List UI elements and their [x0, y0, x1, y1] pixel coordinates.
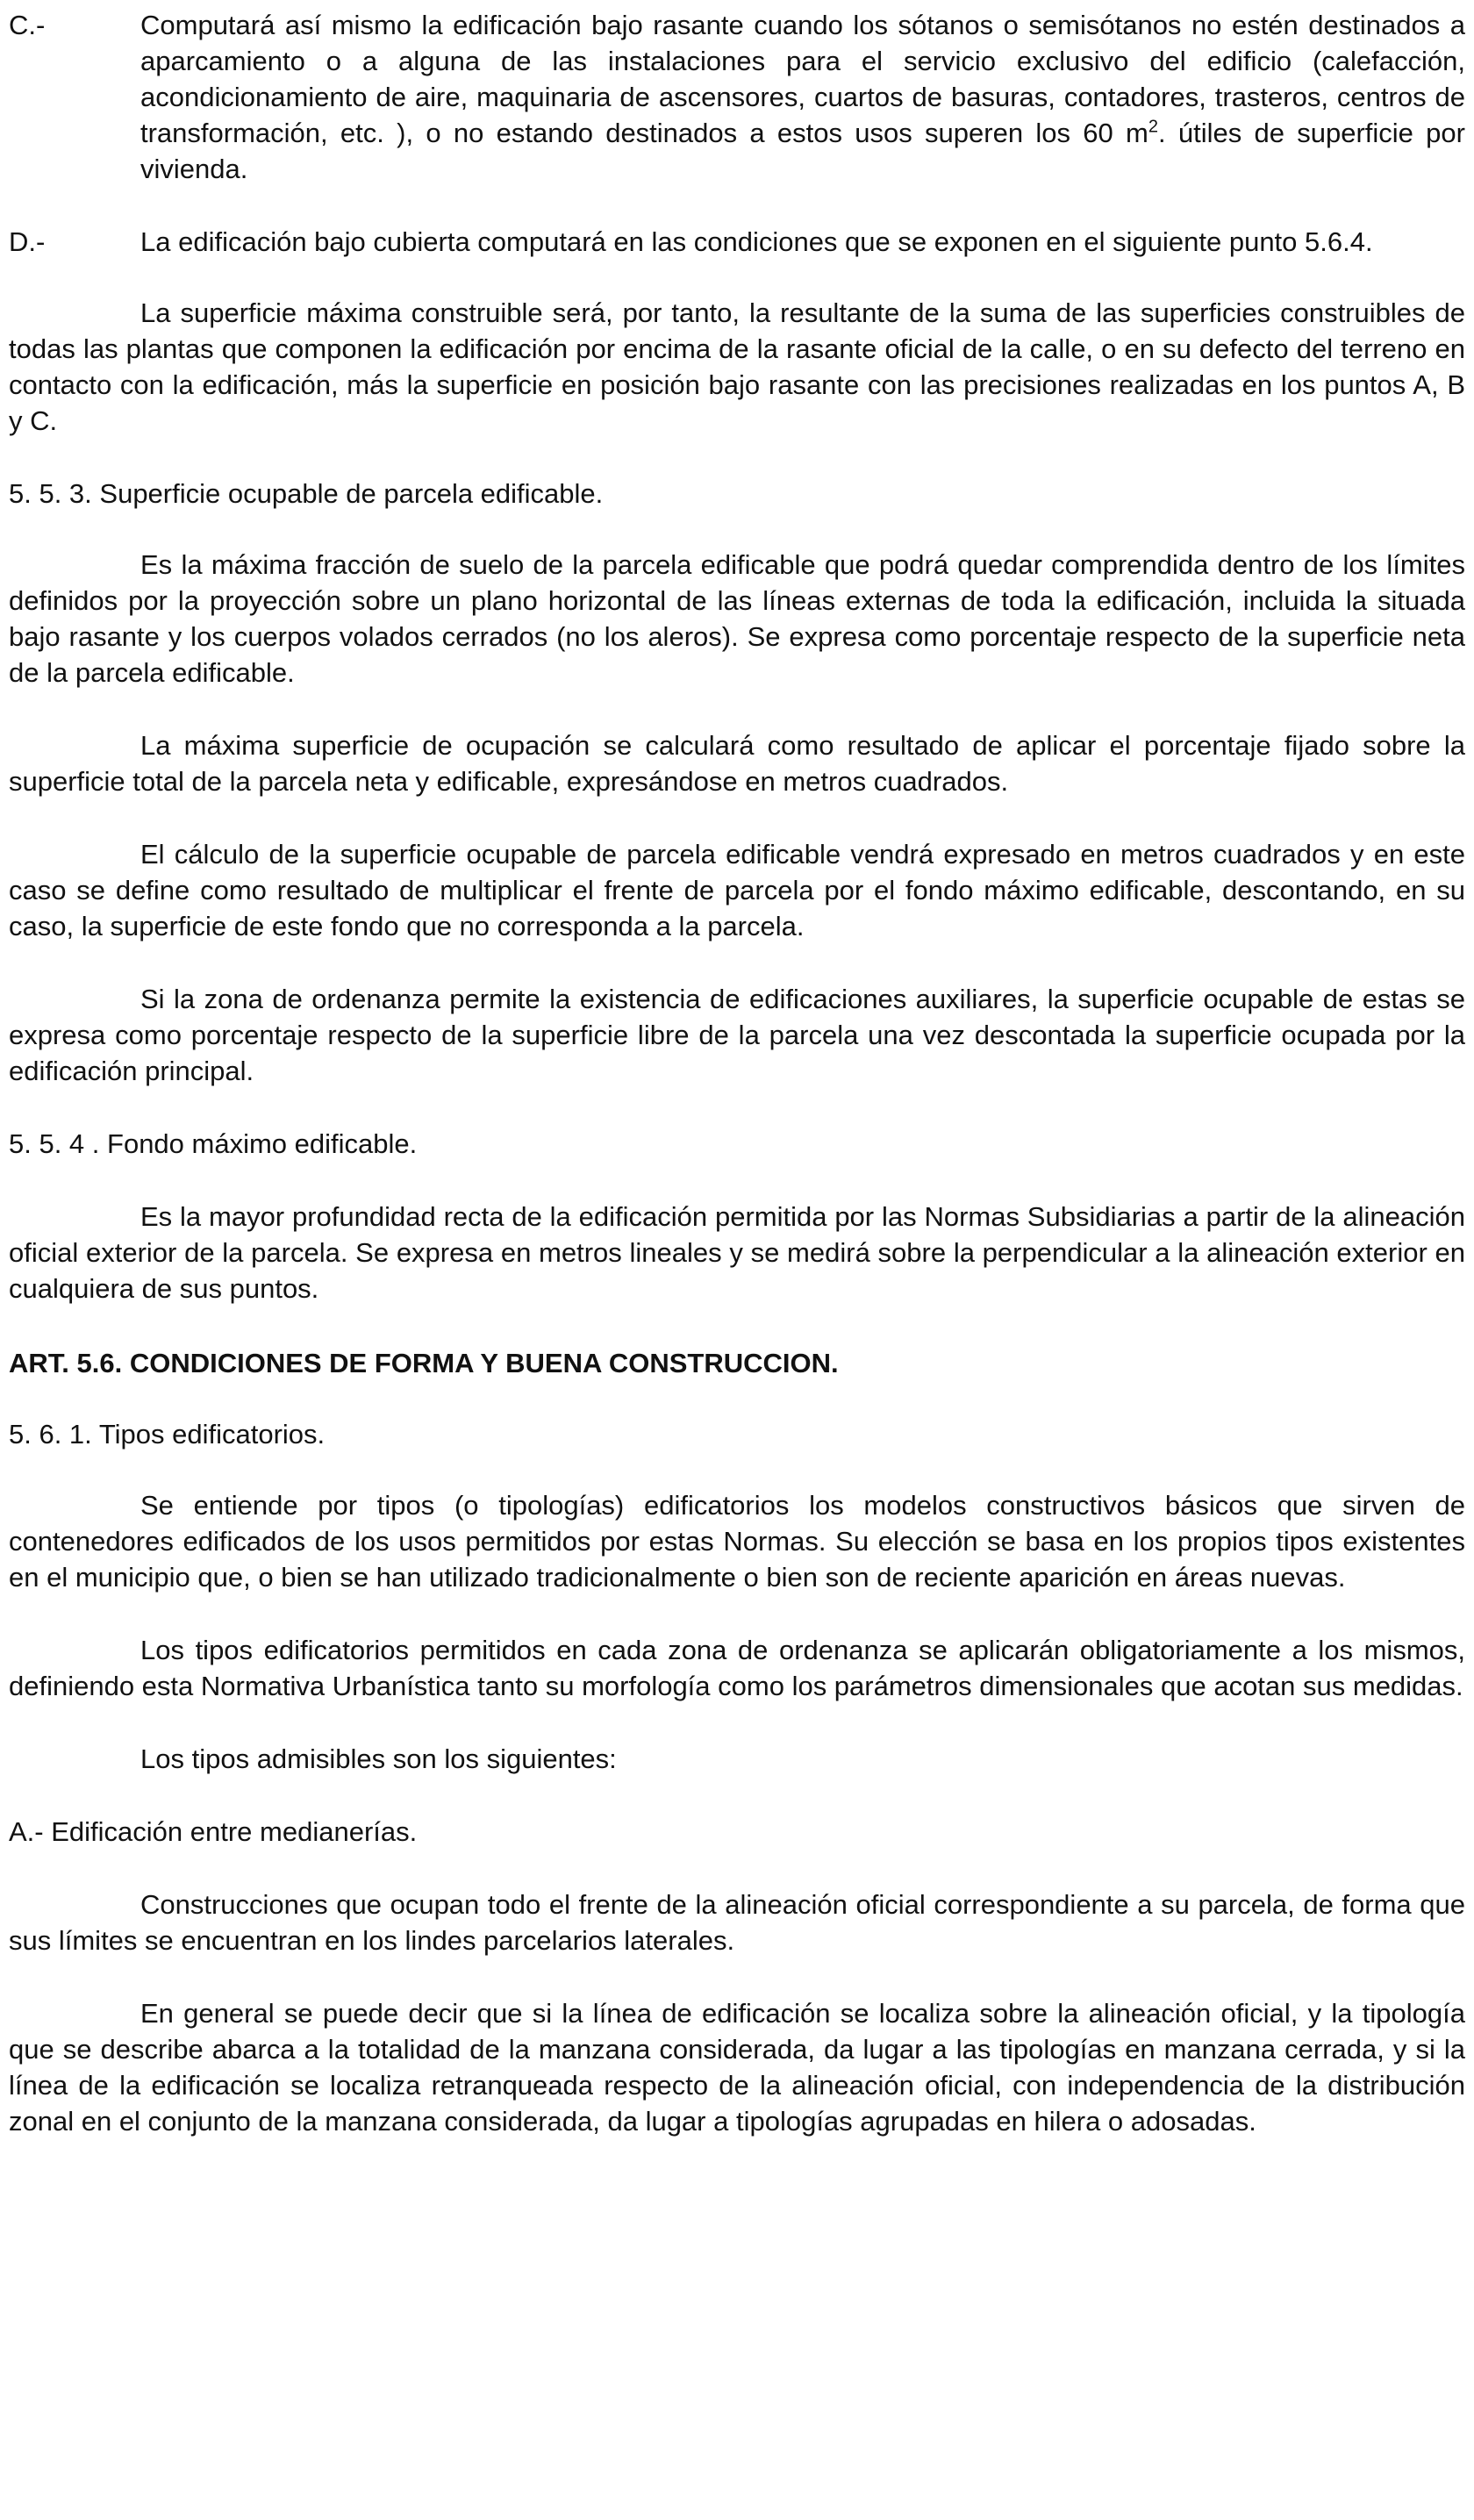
paragraph: Es la mayor profundidad recta de la edificación permitida por las Normas Subsidiarias a partir de la alineación oficial exterior de la parcela. Se expresa en metros lineales y se medirá sobre la perpendicular a la alineación exterior en cualquiera de sus puntos. — [9, 1201, 1465, 1304]
paragraph: El cálculo de la superficie ocupable de parcela edificable vendrá expresado en metros cuadrados y en este caso se define como resultado de multiplicar el frente de parcela por el fondo máximo edificable, descontando, en su caso, la superficie de este fondo que no corresponda a la parcela. — [9, 839, 1465, 941]
item-c-text-end: . útiles de superficie por vivienda. — [140, 118, 1465, 184]
paragraph: Los tipos edificatorios permitidos en cada zona de ordenanza se aplicarán obligatoriamente a los mismos, definiendo esta Normativa Urbanística tanto su morfología como los parámetros dimensionales que acotan sus medidas. — [9, 1635, 1465, 1701]
section-heading: 5. 5. 4 . Fondo máximo edificable. — [9, 1128, 418, 1159]
paragraph: Los tipos admisibles son los siguientes: — [140, 1743, 617, 1774]
document-page — [9, 7, 1465, 2139]
paragraph: La máxima superficie de ocupación se calculará como resultado de aplicar el porcentaje fijado sobre la superficie total de la parcela neta y edificable, expresándose en metros cuadrados. — [9, 730, 1465, 797]
superscript-2: 2 — [1148, 117, 1158, 137]
section-heading: 5. 5. 3. Superficie ocupable de parcela edificable. — [9, 478, 604, 509]
list-item-label: D.- — [9, 226, 46, 257]
paragraph: Si la zona de ordenanza permite la existencia de edificaciones auxiliares, la superficie ocupable de estas se expresa como porcentaje respecto de la superficie libre de la parcela una vez descontada la superficie ocupada por la edificación principal. — [9, 984, 1465, 1086]
list-item-label: C.- — [9, 10, 46, 40]
paragraph: Es la máxima fracción de suelo de la parcela edificable que podrá quedar comprendida dentro de los límites definidos por la proyección sobre un plano horizontal de las líneas externas de toda la edificación, incluida la situada bajo rasante y los cuerpos volados cerrados (no los aleros). Se expresa como porcentaje respecto de la superficie neta de la parcela edificable. — [9, 549, 1465, 688]
list-item-d — [9, 224, 1465, 260]
list-item-text — [140, 7, 1465, 187]
paragraph: Construcciones que ocupan todo el frente de la alineación oficial correspondiente a su parcela, de forma que sus límites se encuentran en los lindes parcelarios laterales. — [9, 1889, 1465, 1956]
item-c-text: Computará así mismo la edificación bajo rasante cuando los sótanos o semisótanos no estén destinados a aparcamiento o a alguna de las instalaciones para el servicio exclusivo del edificio (calefacción, acondicionamiento de aire, maquinaria de ascensores, cuartos de basuras, contadores, trasteros, centros de transformación, etc. ), o no estando destinados a estos usos superen los 60 m — [140, 10, 1465, 148]
paragraph: La superficie máxima construible será, por tanto, la resultante de la suma de las superficies construibles de todas las plantas que componen la edificación por encima de la rasante oficial de la calle, o en su defecto del terreno en contacto con la edificación, más la superficie en posición bajo rasante con las precisiones realizadas en los puntos A, B y C. — [9, 297, 1465, 436]
paragraph: En general se puede decir que si la línea de edificación se localiza sobre la alineación oficial, y la tipología que se describe abarca a la totalidad de la manzana considerada, da lugar a las tipologías en manzana cerrada, y si la línea de la edificación se localiza retranqueada respecto de la alineación oficial, con independencia de la distribución zonal en el conjunto de la manzana considerada, da lugar a tipologías agrupadas en hilera o adosadas. — [9, 1998, 1465, 2137]
list-item-text: La edificación bajo cubierta computará en las condiciones que se exponen en el siguiente punto 5.6.4. — [140, 226, 1373, 257]
section-heading: 5. 6. 1. Tipos edificatorios. — [9, 1419, 326, 1450]
subsection-heading: A.- Edificación entre medianerías. — [9, 1816, 418, 1847]
article-heading: ART. 5.6. CONDICIONES DE FORMA Y BUENA CONSTRUCCION. — [9, 1348, 839, 1378]
paragraph: Se entiende por tipos (o tipologías) edificatorios los modelos constructivos básicos que sirven de contenedores edificados de los usos permitidos por estas Normas. Su elección se basa en los propios tipos existentes en el municipio que, o bien se han utilizado tradicionalmente o bien son de reciente aparición en áreas nuevas. — [9, 1490, 1465, 1593]
list-item-c — [9, 7, 1465, 187]
